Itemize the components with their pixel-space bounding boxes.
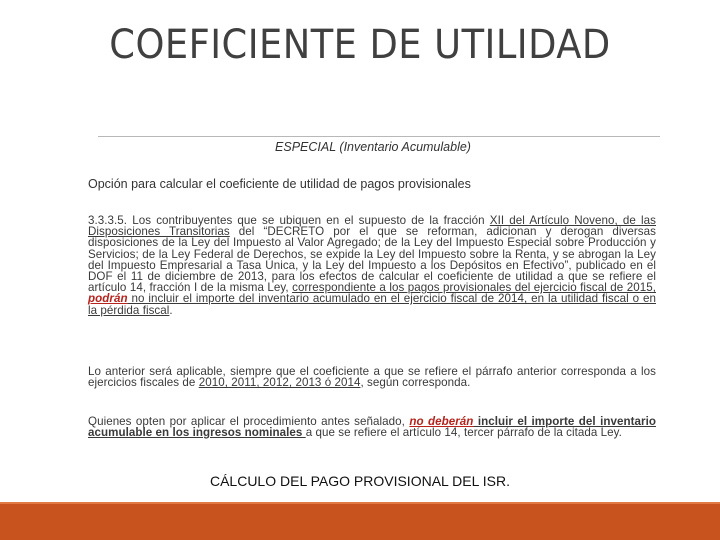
paragraph-restriction	[88, 416, 656, 438]
paragraph-rule-3-3-3-5	[88, 215, 656, 316]
p1-underlined-reference: XII del Artículo Noveno, de las Disposiciones Transitorias	[88, 214, 656, 239]
p3-text-a: Quienes opten por aplicar el procedimiento antes señalado,	[88, 415, 410, 428]
p3-highlight-no-deberan: no deberán	[409, 415, 474, 428]
intro-text: Opción para calcular el coeficiente de utilidad de pagos provisionales	[88, 177, 471, 191]
footer-accent-bar	[0, 502, 720, 540]
section-heading-isr: CÁLCULO DEL PAGO PROVISIONAL DEL ISR.	[209, 473, 511, 489]
p3-underlined-inventory: incluir el importe del inventario acumulable en los ingresos nominales	[88, 415, 656, 440]
divider	[98, 136, 660, 137]
paragraph-applicability	[88, 366, 656, 388]
p2-text-a: Lo anterior será aplicable, siempre que el coeficiente a que se refiere el párrafo anterior corresponda a los ejercicios fiscales de	[88, 365, 656, 390]
p2-text-c: , según corresponda.	[360, 376, 471, 390]
p1-underlined-exclusion: no incluir el importe del inventario acumulado en el ejercicio fiscal de 2014, en la utilidad fiscal o en la pérdida fiscal	[88, 292, 656, 317]
p1-text-c: del “DECRETO por el que se reforman, adicionan y derogan diversas disposiciones de la Ley del Impuesto al Valor Agregado; de la Ley del Impuesto Especial sobre Producción y Servicios; de la Ley Federal de Derechos, se expide la Ley del Impuesto sobre la Renta, y se abrogan la Ley del Impuesto Empresarial a Tasa Única, y la Ley del Impuesto a los Depósitos en Efectivo”, publicado en el DOF el 11 de diciembre de 2013, para los efectos de calcular el coeficiente de utilidad a que se refiere el artículo 14, fracción I de la misma Ley,	[88, 225, 656, 295]
subtitle: ESPECIAL (Inventario Acumulable)	[275, 140, 471, 154]
p3-text-d: a que se refiere el artículo 14, tercer párrafo de la citada Ley.	[305, 426, 622, 440]
p1-underlined-period: correspondiente a los pagos provisionales del ejercicio fiscal de 2015,	[292, 281, 656, 295]
p2-underlined-years: 2010, 2011, 2012, 2013 ó 2014	[198, 376, 361, 390]
p1-highlight-podran: podrán	[88, 292, 128, 306]
slide-title: COEFICIENTE DE UTILIDAD	[109, 22, 611, 68]
p1-text-a: 3.3.3.5. Los contribuyentes que se ubiquen en el supuesto de la fracción	[88, 214, 490, 227]
p1-text-g: .	[169, 303, 173, 317]
